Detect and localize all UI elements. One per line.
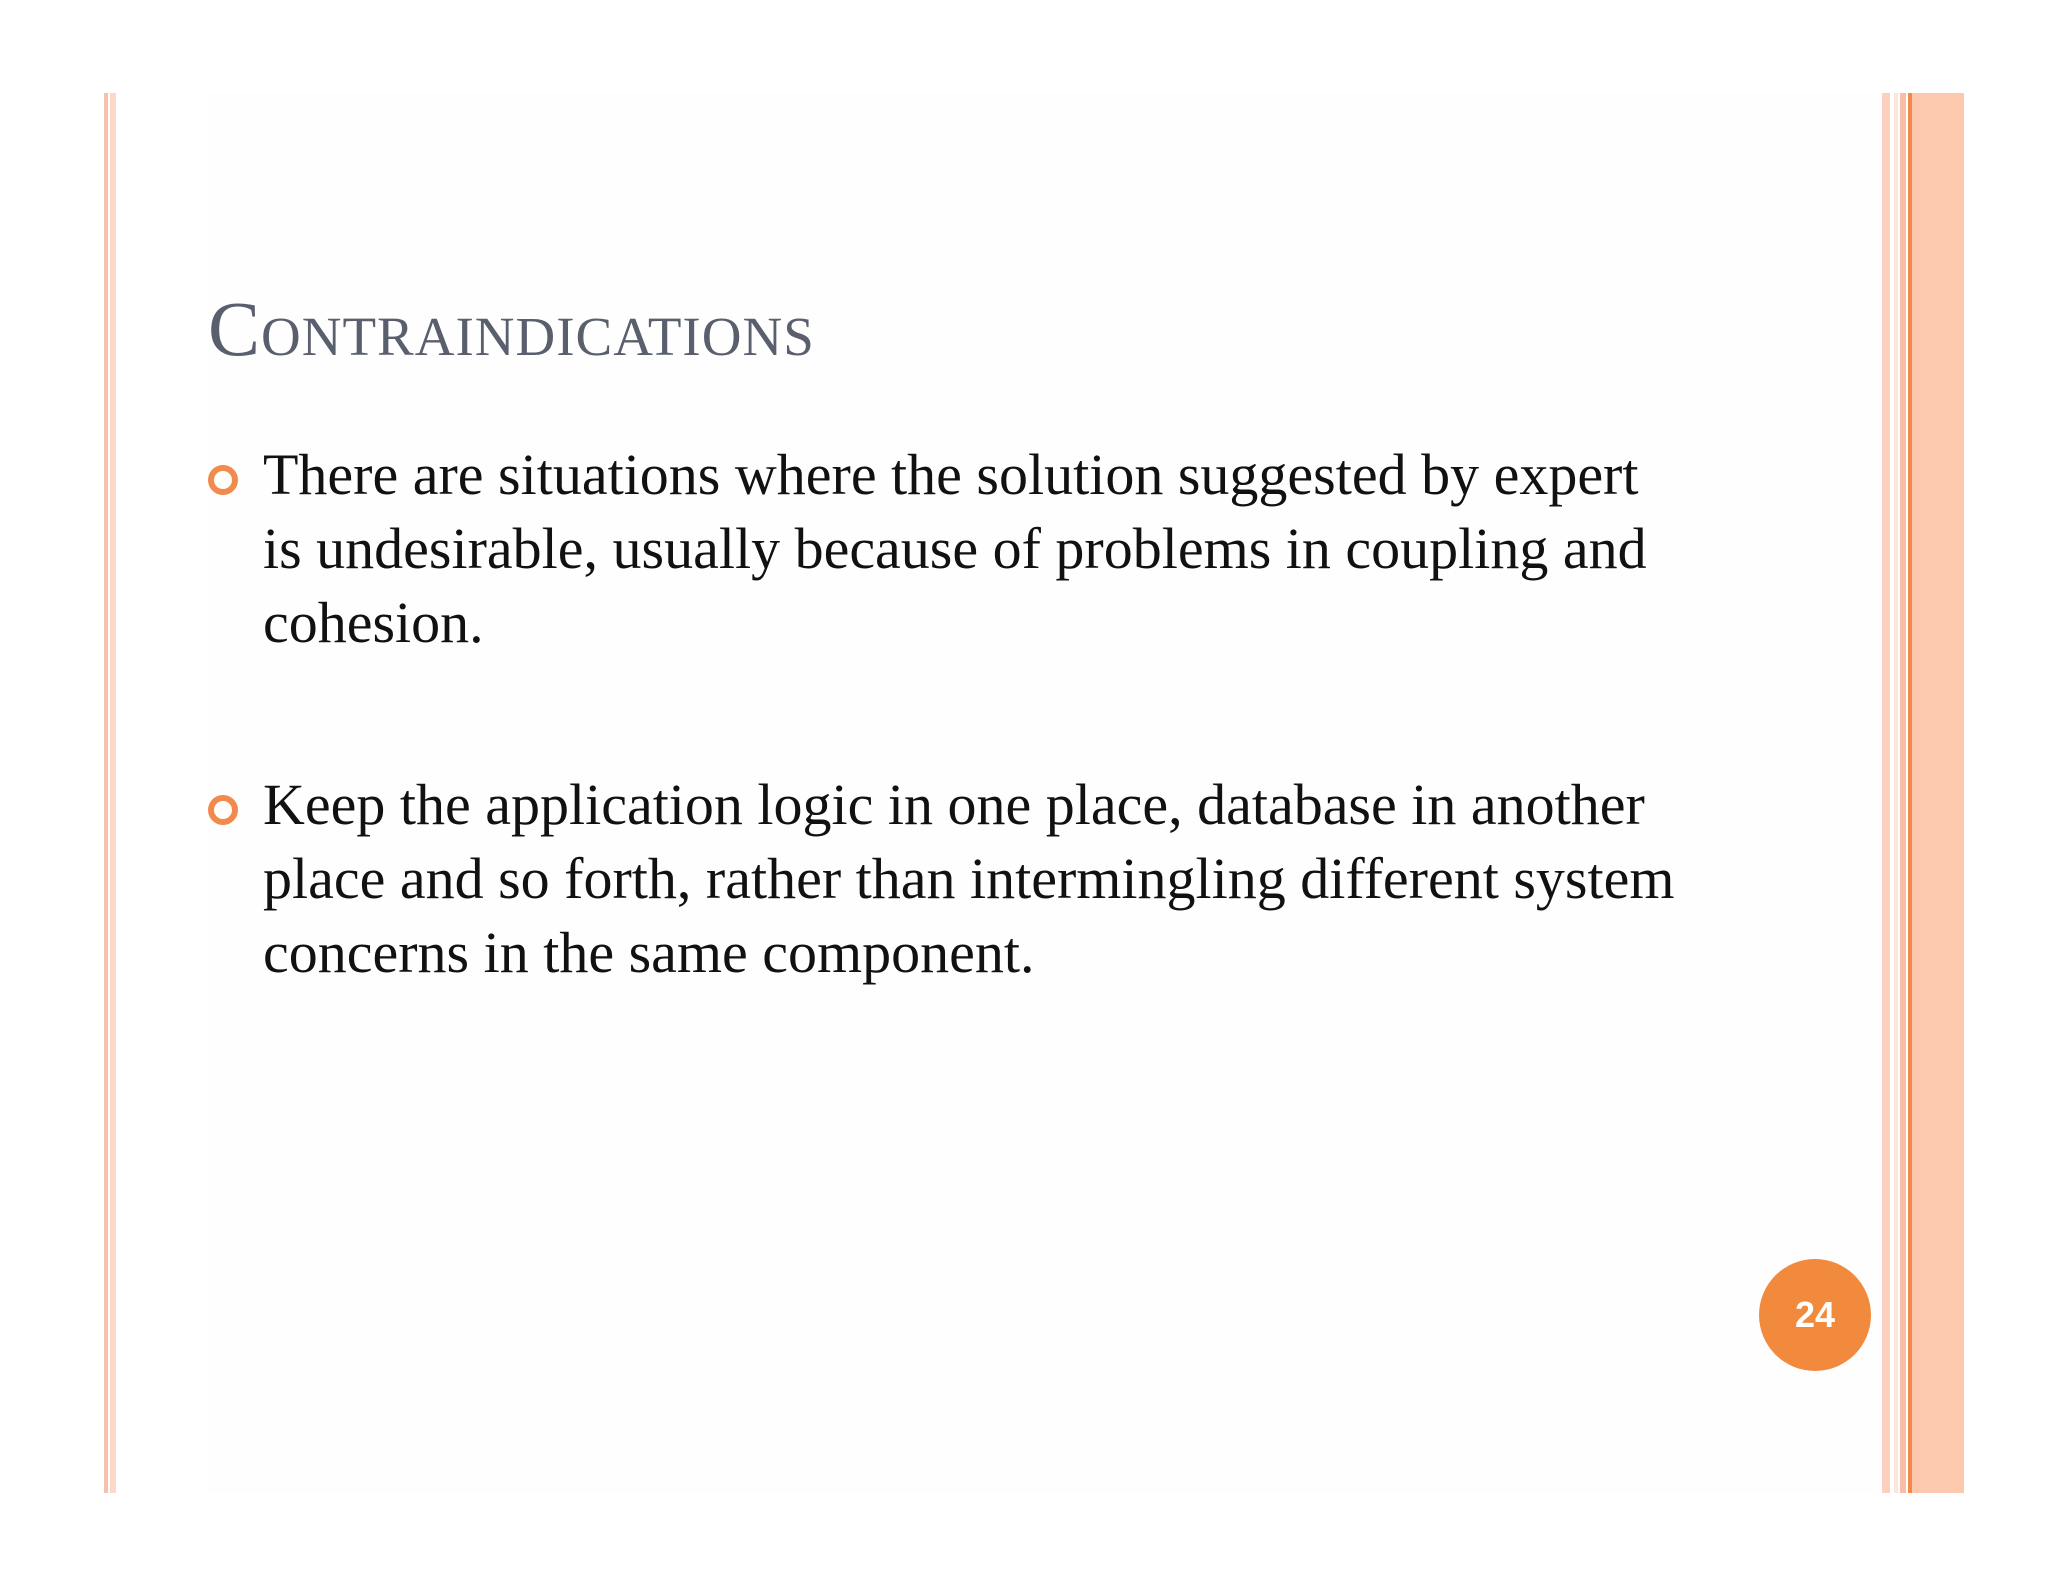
bullet-item — [208, 438, 1678, 660]
bullet-item — [208, 768, 1678, 990]
page-number: 24 — [1794, 1294, 1836, 1335]
right-border-stripe — [1912, 93, 1920, 1493]
left-border-line — [104, 93, 108, 1493]
bullet-text: Keep the application logic in one place, database in another place and so forth, rather than intermingling different system concerns in the same component. — [263, 772, 1675, 985]
right-border-stripe — [1882, 93, 1890, 1493]
right-border-stripe — [1894, 93, 1898, 1493]
slide-title: Contraindications — [208, 285, 815, 372]
right-border-band — [1920, 93, 1964, 1493]
left-border-line-inner — [110, 93, 116, 1493]
bullet-text: There are situations where the solution suggested by expert is undesirable, usually because of problems in coupling and cohesion. — [263, 442, 1647, 655]
hollow-circle-bullet-icon — [208, 795, 238, 825]
page-number-badge — [1759, 1259, 1871, 1371]
hollow-circle-bullet-icon — [208, 465, 238, 495]
bullet-list — [208, 438, 1678, 1098]
right-border-stripe — [1900, 93, 1906, 1493]
